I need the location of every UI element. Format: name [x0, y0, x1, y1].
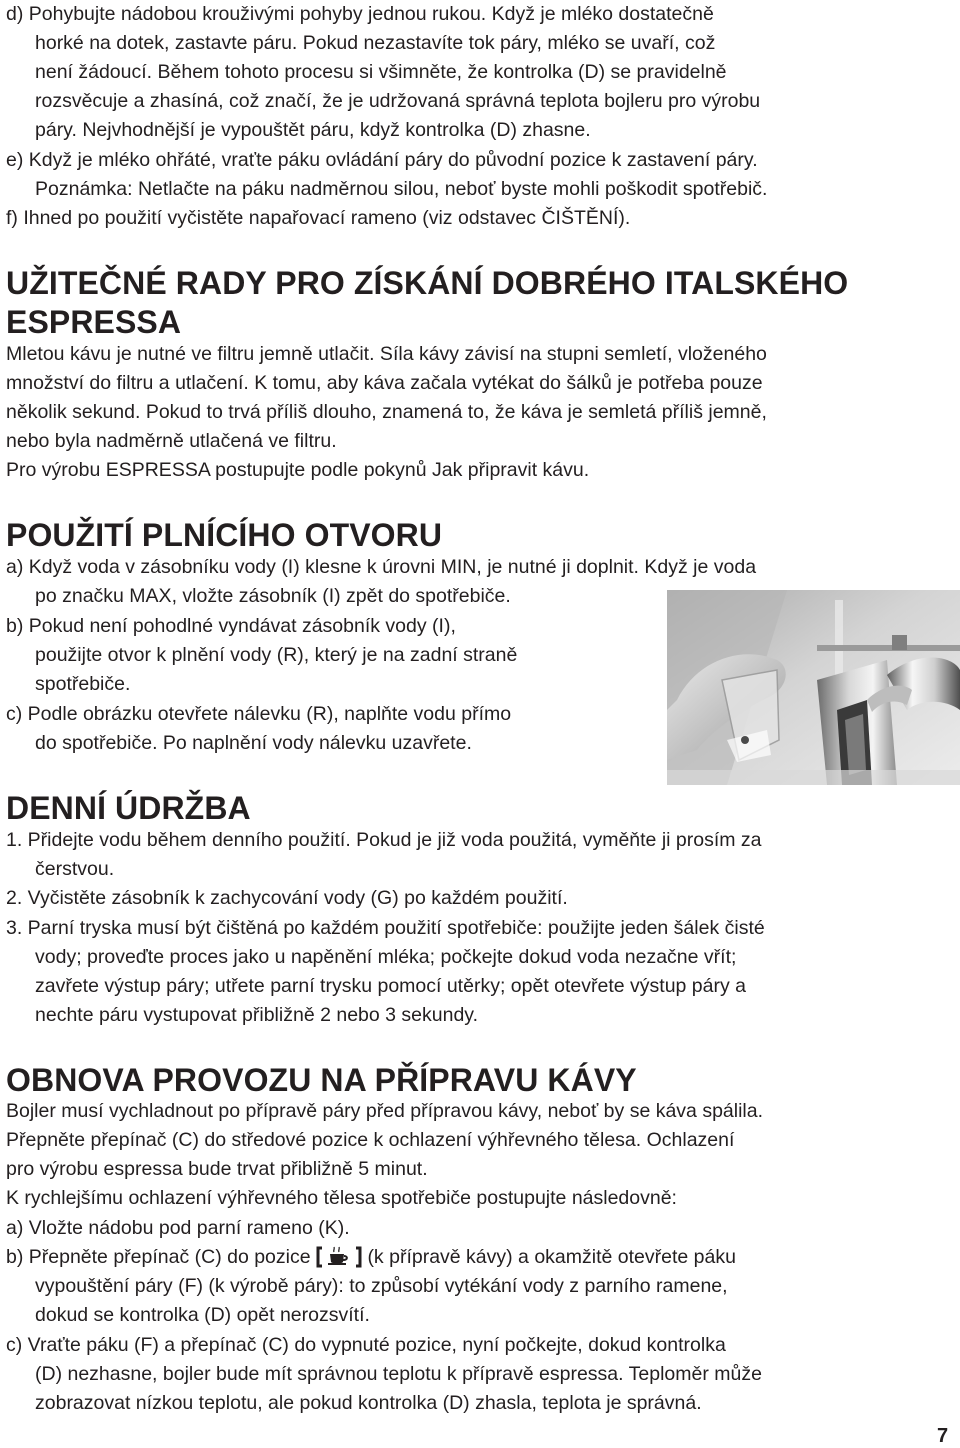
daily-item-3-line-1: 3. Parní tryska musí být čištěná po každém použití spotřebiče: použijte jeden šálek čisté	[6, 917, 765, 939]
restore-step-c-line-1: c) Vraťte páku (F) a přepínač (C) do vypnuté pozice, nyní počkejte, dokud kontrolka	[6, 1334, 726, 1356]
step-e-note: Poznámka: Netlačte na páku nadměrnou silou, neboť byste mohli poškodit spotřebič.	[35, 178, 768, 200]
restore-step-c-line-3: zobrazovat nízkou teplotu, ale pokud kontrolka (D) zhasla, teplota je správná.	[35, 1392, 702, 1414]
restore-step-b-text-2: (k přípravě kávy) a okamžitě otevřete páku	[367, 1246, 736, 1268]
step-d-line-1: d) Pohybujte nádobou krouživými pohyby jednou rukou. Když je mléko dostatečně	[6, 3, 714, 25]
daily-item-1-line-1: 1. Přidejte vodu během denního použití. Pokud je již voda použitá, vyměňte ji prosím za	[6, 829, 762, 851]
daily-item-2: 2. Vyčistěte zásobník k zachycování vody (G) po každém použití.	[6, 887, 568, 909]
restore-step-b-text-1: b) Přepněte přepínač (C) do pozice	[6, 1246, 311, 1268]
daily-item-3-line-2: vody; proveďte proces jako u napěnění mléka; počkejte dokud voda nezačne vřít;	[35, 946, 737, 968]
fill-step-b-line-3: spotřebiče.	[35, 673, 131, 695]
daily-item-3-line-3: zavřete výstup páry; utřete parní trysku pomocí utěrky; opět otevřete výstup páry a	[35, 975, 746, 997]
section-heading-restore: OBNOVA PROVOZU NA PŘÍPRAVU KÁVY	[6, 1062, 637, 1098]
fill-step-a-line-1: a) Když voda v zásobníku vody (I) klesne k úrovni MIN, je nutné ji doplnit. Když je voda	[6, 556, 757, 578]
tips-line-2: množství do filtru a utlačení. K tomu, aby káva začala vytékat do šálků je potřeba pouze	[6, 372, 763, 394]
section-heading-daily: DENNÍ ÚDRŽBA	[6, 790, 251, 826]
fill-step-b-line-1: b) Pokud není pohodlné vyndávat zásobník vody (I),	[6, 615, 456, 637]
daily-item-3-line-4: nechte páru vystupovat přibližně 2 nebo 3 sekundy.	[35, 1004, 479, 1026]
coffee-cup-icon	[316, 1246, 362, 1266]
restore-line-2: Přepněte přepínač (C) do středové pozice k ochlazení výhřevného tělesa. Ochlazení	[6, 1129, 735, 1151]
tips-line-4: nebo byla nadměrně utlačená ve filtru.	[6, 430, 337, 452]
daily-item-1-line-2: čerstvou.	[35, 858, 115, 880]
page-number: 7	[937, 1425, 949, 1447]
tips-line-5: Pro výrobu ESPRESSA postupujte podle pokynů Jak připravit kávu.	[6, 459, 590, 481]
restore-step-b-line-2: vypouštění páry (F) (k výrobě páry): to způsobí vytékání vody z parního ramene,	[35, 1275, 728, 1297]
section-heading-filling: POUŽITÍ PLNÍCÍHO OTVORU	[6, 517, 443, 553]
filling-funnel-photo	[667, 590, 960, 785]
step-d-line-5: páry. Nejvhodnější je vypouštět páru, když kontrolka (D) zhasne.	[35, 119, 591, 141]
fill-step-c-line-2: do spotřebiče. Po naplnění vody nálevku uzavřete.	[35, 732, 472, 754]
tips-line-1: Mletou kávu je nutné ve filtru jemně utlačit. Síla kávy závisí na stupni semletí, vloženého	[6, 343, 767, 365]
restore-step-b-line-1	[6, 1243, 736, 1273]
restore-line-3: pro výrobu espressa bude trvat přibližně 5 minut.	[6, 1158, 428, 1180]
fill-step-b-line-2: použijte otvor k plnění vody (R), který je na zadní straně	[35, 644, 518, 666]
photo-illustration-svg	[667, 590, 960, 785]
restore-line-4: K rychlejšímu ochlazení výhřevného tělesa spotřebiče postupujte následovně:	[6, 1187, 677, 1209]
step-d-line-2: horké na dotek, zastavte páru. Pokud nezastavíte tok páry, mléko se uvaří, což	[35, 32, 716, 54]
restore-step-a: a) Vložte nádobu pod parní rameno (K).	[6, 1217, 350, 1239]
section-heading-tips-1: UŽITEČNÉ RADY PRO ZÍSKÁNÍ DOBRÉHO ITALSKÉHO	[6, 265, 849, 301]
step-d-line-3: není žádoucí. Během tohoto procesu si všimněte, že kontrolka (D) se pravidelně	[35, 61, 727, 83]
fill-step-a-line-2: po značku MAX, vložte zásobník (I) zpět do spotřebiče.	[35, 585, 511, 607]
restore-step-b-line-3: dokud se kontrolka (D) opět nerozsvítí.	[35, 1304, 370, 1326]
step-f-line-1: f) Ihned po použití vyčistěte napařovací rameno (viz odstavec ČIŠTĚNÍ).	[6, 207, 631, 229]
restore-step-c-line-2: (D) nezhasne, bojler bude mít správnou teplotu k přípravě espressa. Teploměr může	[35, 1363, 762, 1385]
fill-step-c-line-1: c) Podle obrázku otevřete nálevku (R), naplňte vodu přímo	[6, 703, 512, 725]
section-heading-tips-2: ESPRESSA	[6, 304, 182, 340]
step-e-line-1: e) Když je mléko ohřáté, vraťte páku ovládání páry do původní pozice k zastavení páry.	[6, 149, 758, 171]
tips-line-3: několik sekund. Pokud to trvá příliš dlouho, znamená to, že káva je semletá příliš jemně,	[6, 401, 767, 423]
restore-line-1: Bojler musí vychladnout po přípravě páry před přípravou kávy, neboť by se káva spálila.	[6, 1100, 764, 1122]
step-d-line-4: rozsvěcuje a zhasíná, což značí, že je udržovaná správná teplota bojleru pro výrobu	[35, 90, 761, 112]
